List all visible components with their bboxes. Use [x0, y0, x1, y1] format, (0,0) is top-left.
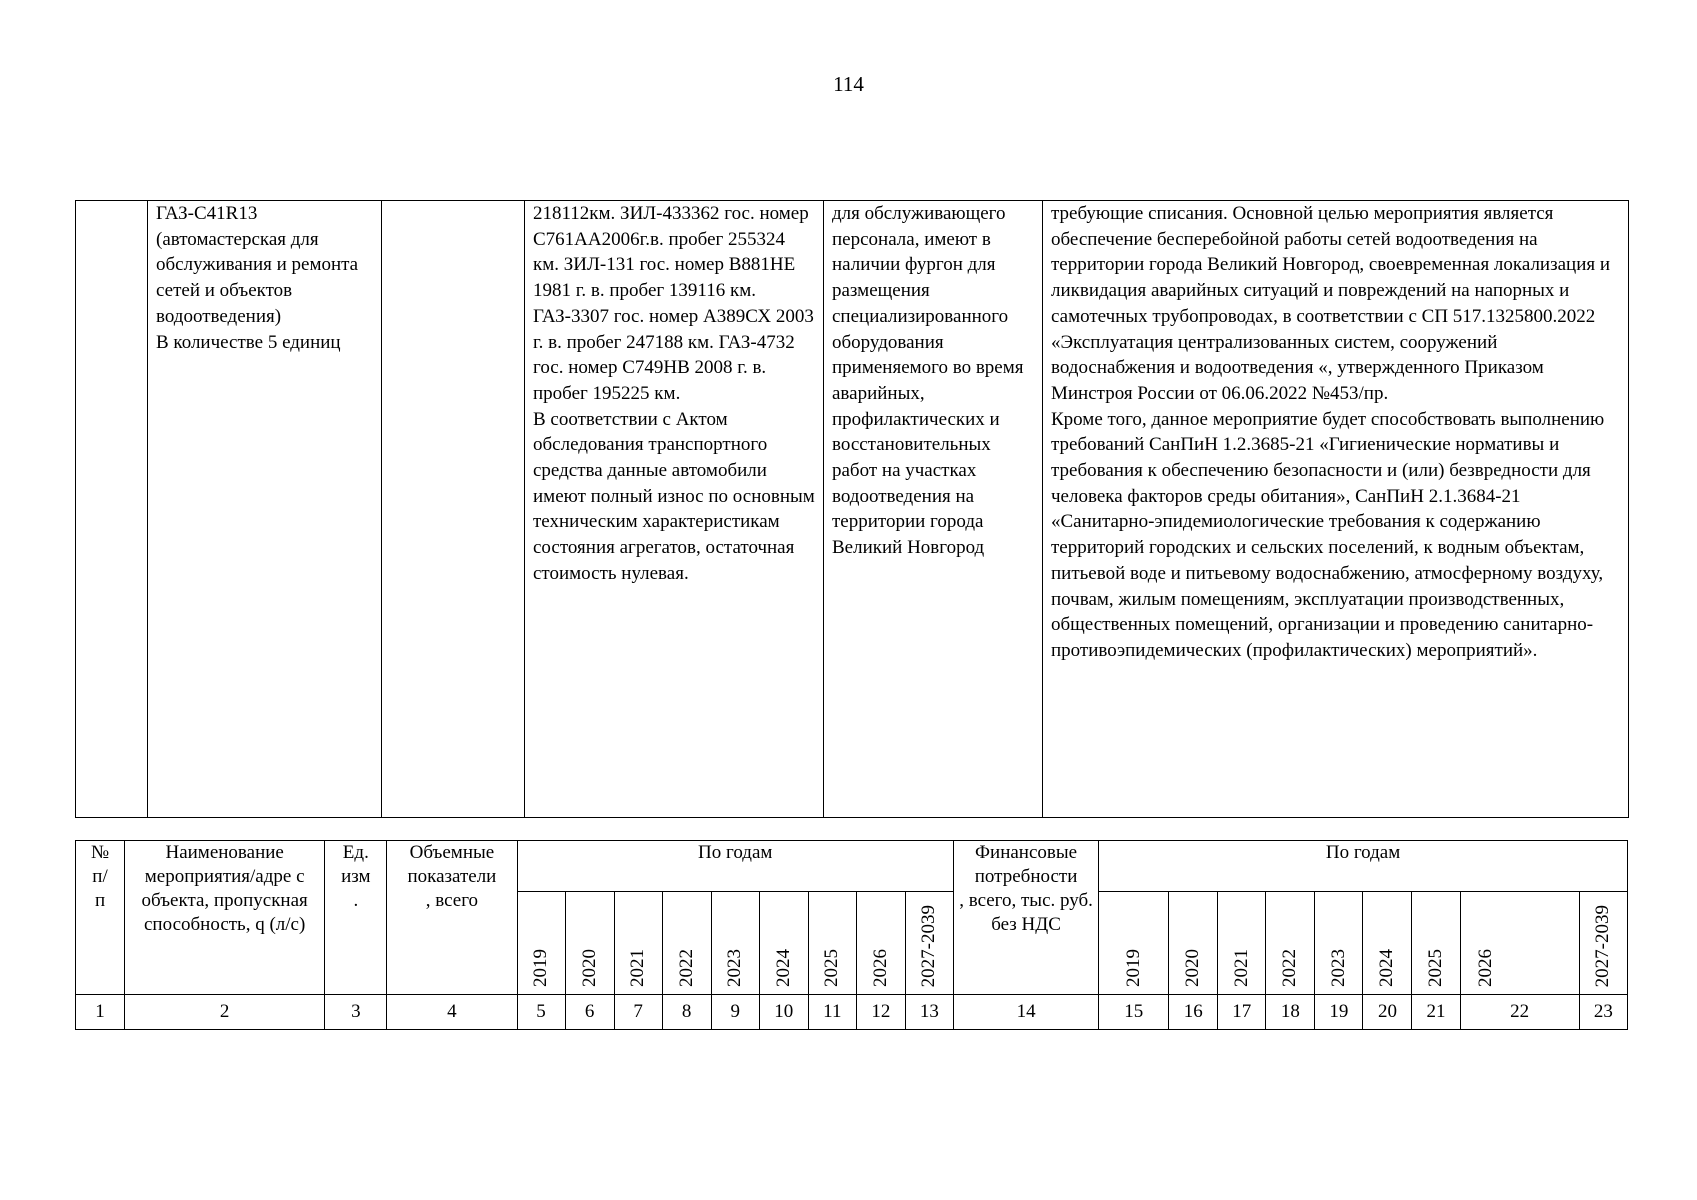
cell-event-name: ГАЗ-С41R13 (автомастерская для обслуживания и ремонта сетей и объектов водоотведения) В количестве 5 единиц [148, 201, 382, 818]
column-number: 8 [662, 995, 711, 1030]
cell-current-state: 218112км. ЗИЛ-433362 гос. номер С761АА2006г.в. пробег 255324 км. ЗИЛ-131 гос. номер В881НЕ 1981 г. в. пробег 139116 км. ГАЗ-3307 гос. номер А389СХ 2003 г. в. пробег 247188 км. ГАЗ-4732 гос. номер С749НВ 2008 г. в. пробег 195225 км. В соответствии с Актом обследования транспортного средства данные автомобили имеют полный износ по основным техническим характеристикам состояния агрегатов, остаточная стоимость нулевая. [525, 201, 824, 818]
continuation-table [75, 200, 1629, 818]
column-number: 4 [387, 995, 517, 1030]
header-volume: Объемные показатели , всего [387, 841, 517, 995]
column-number: 2 [125, 995, 325, 1030]
year-cell: 2023 [711, 892, 759, 995]
column-number: 22 [1460, 995, 1579, 1030]
column-number: 6 [565, 995, 614, 1030]
year-cell: 2020 [1169, 892, 1218, 995]
column-number: 18 [1266, 995, 1315, 1030]
header-by-years-finance: По годам [1099, 841, 1628, 892]
year-cell: 2019 [517, 892, 565, 995]
year-cell: 2021 [1218, 892, 1266, 995]
header-by-years-volume: По годам [517, 841, 953, 892]
header-event-name: Наименование мероприятия/адре с объекта, пропускная способность, q (л/с) [125, 841, 325, 995]
year-cell: 2021 [614, 892, 662, 995]
year-cell: 2024 [1363, 892, 1412, 995]
cell-number [76, 201, 148, 818]
column-number: 14 [953, 995, 1098, 1030]
column-number: 17 [1218, 995, 1266, 1030]
year-cell: 2026 [856, 892, 905, 995]
year-cell: 2022 [662, 892, 711, 995]
year-cell: 2020 [565, 892, 614, 995]
column-number: 3 [325, 995, 387, 1030]
column-number: 20 [1363, 995, 1412, 1030]
column-number: 7 [614, 995, 662, 1030]
cell-justification: требующие списания. Основной целью мероприятия является обеспечение бесперебойной работы сетей водоотведения на территории города Великий Новгород, своевременная локализация и ликвидация аварийных ситуаций и повреждений на напорных и самотечных трубопроводах, в соответствии с СП 517.1325800.2022 «Эксплуатация централизованных систем, сооружений водоснабжения и водоотведения «, утвержденного Приказом Минстроя России от 06.06.2022 №453/пр. Кроме того, данное мероприятие будет способствовать выполнению требований СанПиН 1.2.3685-21 «Гигиенические нормативы и требования к обеспечению безопасности и (или) безвредности для человека факторов среды обитания», СанПиН 2.1.3684-21 «Санитарно-эпидемиологические требования к содержанию территорий городских и сельских поселений, к водным объектам, питьевой воде и питьевому водоснабжению, атмосферному воздуху, почвам, жилым помещениям, эксплуатации производственных, общественных помещений, организации и проведению санитарно-противоэпидемических (профилактических) мероприятий». [1043, 201, 1629, 818]
header-row [76, 841, 1628, 892]
year-cell: 2019 [1099, 892, 1169, 995]
column-number: 21 [1412, 995, 1460, 1030]
column-number: 10 [759, 995, 808, 1030]
column-number: 5 [517, 995, 565, 1030]
column-number: 16 [1169, 995, 1218, 1030]
year-cell: 2026 [1460, 892, 1579, 995]
header-finance: Финансовые потребности , всего, тыс. руб. без НДС [953, 841, 1098, 995]
column-number: 1 [76, 995, 125, 1030]
column-number: 12 [856, 995, 905, 1030]
column-number: 13 [905, 995, 953, 1030]
column-number-row [76, 995, 1628, 1030]
column-number: 19 [1315, 995, 1363, 1030]
table-row [76, 201, 1629, 818]
page-number: 114 [833, 72, 864, 96]
year-cell: 2023 [1315, 892, 1363, 995]
year-cell: 2027-2039 [1579, 892, 1627, 995]
header-number: № п/ п [76, 841, 125, 995]
year-cell: 2024 [759, 892, 808, 995]
year-cell: 2025 [808, 892, 856, 995]
column-number: 23 [1579, 995, 1627, 1030]
column-number: 9 [711, 995, 759, 1030]
year-cell: 2027-2039 [905, 892, 953, 995]
header-unit: Ед. изм . [325, 841, 387, 995]
year-cell: 2025 [1412, 892, 1460, 995]
column-number: 15 [1099, 995, 1169, 1030]
column-number: 11 [808, 995, 856, 1030]
cell-unit [382, 201, 525, 818]
year-cell: 2022 [1266, 892, 1315, 995]
cell-purpose: для обслуживающего персонала, имеют в наличии фургон для размещения специализированного оборудования применяемого во время аварийных, профилактических и восстановительных работ на участках водоотведения на территории города Великий Новгород [824, 201, 1043, 818]
header-table [75, 840, 1628, 1030]
